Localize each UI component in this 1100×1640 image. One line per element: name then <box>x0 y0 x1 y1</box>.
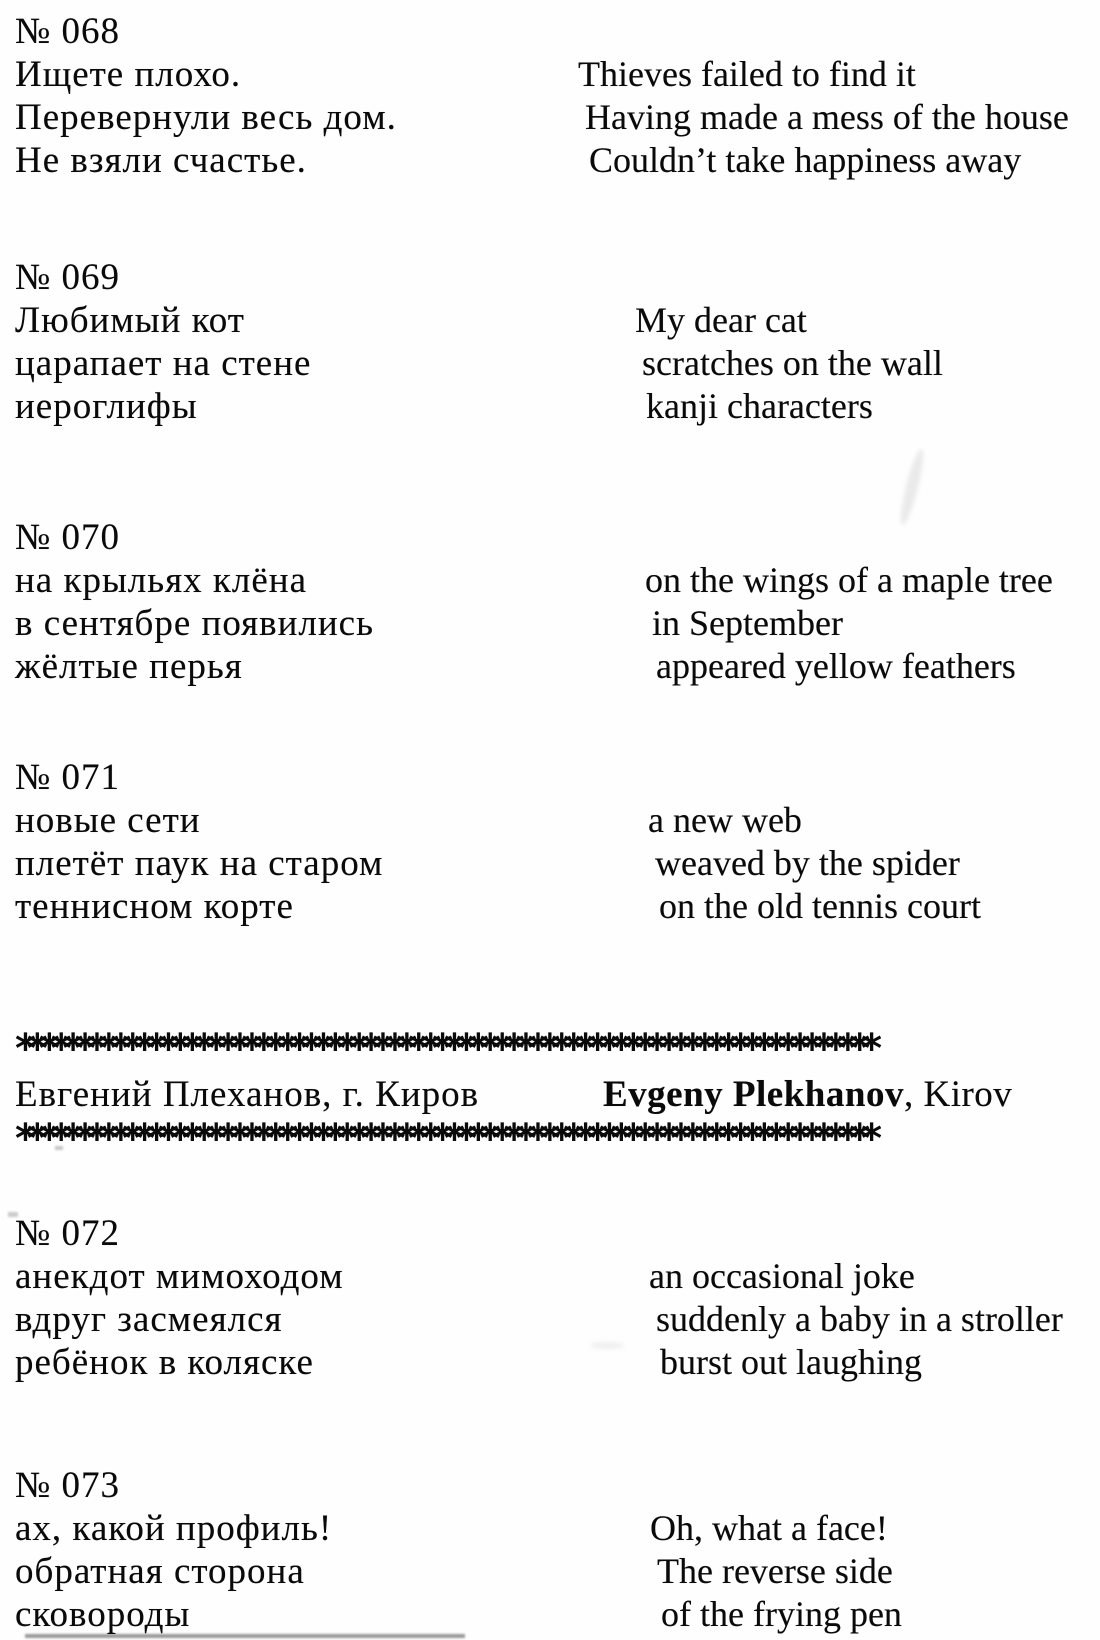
haiku-line-row <box>15 1593 1095 1636</box>
haiku-number: № 068 <box>15 11 121 52</box>
haiku-line-ru: теннисном корте <box>15 886 294 927</box>
haiku-line-ru: ребёнок в коляске <box>15 1342 314 1383</box>
haiku-number: № 069 <box>15 257 121 298</box>
haiku-line-en: an occasional joke <box>649 1256 915 1296</box>
haiku-section-073 <box>15 1464 1095 1636</box>
author-name-en-bold: Evgeny Plekhanov <box>603 1074 904 1115</box>
haiku-line-en: The reverse side <box>657 1551 893 1591</box>
haiku-line-row <box>15 559 1095 602</box>
haiku-line-row <box>15 342 1095 385</box>
haiku-line-ru: жёлтые перья <box>15 646 243 687</box>
haiku-number: № 072 <box>15 1213 121 1254</box>
haiku-line-row <box>15 645 1095 688</box>
haiku-line-row <box>15 885 1095 928</box>
asterisk-separator: ************************************************************************ <box>15 1118 874 1162</box>
haiku-line-en: Oh, what a face! <box>650 1508 888 1548</box>
haiku-line-en: suddenly a baby in a stroller <box>656 1299 1063 1339</box>
scan-artifact <box>897 448 928 527</box>
haiku-line-ru: на крыльях клёна <box>15 560 308 601</box>
haiku-line-en: weaved by the spider <box>655 843 960 883</box>
haiku-line-en: of the frying pen <box>661 1594 902 1634</box>
haiku-line-ru: Ищете плохо. <box>15 54 242 95</box>
haiku-line-row <box>15 96 1095 139</box>
haiku-line-en: Thieves failed to find it <box>578 54 916 94</box>
asterisk-separator: ************************************************************************ <box>15 1028 874 1072</box>
author-divider-block <box>15 1028 1095 1162</box>
haiku-line-ru: Не взяли счастье. <box>15 140 307 181</box>
haiku-section-072 <box>15 1212 1095 1384</box>
author-row <box>15 1072 1095 1118</box>
haiku-line-ru: новые сети <box>15 800 201 841</box>
haiku-line-row <box>15 799 1095 842</box>
haiku-line-ru: плетёт паук на старом <box>15 843 384 884</box>
haiku-line-row <box>15 602 1095 645</box>
haiku-line-ru: сковороды <box>15 1594 191 1635</box>
haiku-line-ru: анекдот мимоходом <box>15 1256 344 1297</box>
haiku-line-row <box>15 1255 1095 1298</box>
haiku-line-en: on the old tennis court <box>659 886 981 926</box>
haiku-line-en: Having made a mess of the house <box>585 97 1069 137</box>
haiku-line-ru: обратная сторона <box>15 1551 305 1592</box>
haiku-line-row <box>15 1507 1095 1550</box>
haiku-line-en: Couldn’t take happiness away <box>589 140 1022 180</box>
haiku-line-ru: Перевернули весь дом. <box>15 97 397 138</box>
haiku-number: № 073 <box>15 1465 121 1506</box>
haiku-line-en: My dear cat <box>635 300 807 340</box>
haiku-line-ru: иероглифы <box>15 386 198 427</box>
haiku-line-ru: в сентябре появились <box>15 603 374 644</box>
haiku-line-row <box>15 1298 1095 1341</box>
haiku-line-en: a new web <box>648 800 802 840</box>
haiku-line-en: on the wings of a maple tree <box>645 560 1053 600</box>
haiku-number: № 070 <box>15 517 121 558</box>
haiku-line-en: in September <box>652 603 843 643</box>
haiku-line-row <box>15 842 1095 885</box>
haiku-section-069 <box>15 256 1095 428</box>
author-name-en <box>603 1072 1095 1118</box>
haiku-line-ru: царапает на стене <box>15 343 312 384</box>
haiku-line-row <box>15 299 1095 342</box>
haiku-line-en: kanji characters <box>646 386 873 426</box>
author-city-en: , Kirov <box>903 1074 1013 1115</box>
haiku-line-row <box>15 385 1095 428</box>
haiku-line-row <box>15 1341 1095 1384</box>
author-name-ru: Евгений Плеханов, г. Киров <box>15 1074 480 1115</box>
haiku-section-068 <box>15 10 1095 182</box>
haiku-section-071 <box>15 756 1095 928</box>
haiku-line-ru: вдруг засмеялся <box>15 1299 283 1340</box>
haiku-line-row <box>15 53 1095 96</box>
haiku-line-en: burst out laughing <box>660 1342 922 1382</box>
haiku-line-ru: Любимый кот <box>15 300 245 341</box>
haiku-number: № 071 <box>15 757 121 798</box>
haiku-line-row <box>15 139 1095 182</box>
haiku-line-row <box>15 1550 1095 1593</box>
haiku-line-en: appeared yellow feathers <box>656 646 1016 686</box>
haiku-line-en: scratches on the wall <box>642 343 943 383</box>
haiku-section-070 <box>15 516 1095 688</box>
haiku-line-ru: ах, какой профиль! <box>15 1508 333 1549</box>
